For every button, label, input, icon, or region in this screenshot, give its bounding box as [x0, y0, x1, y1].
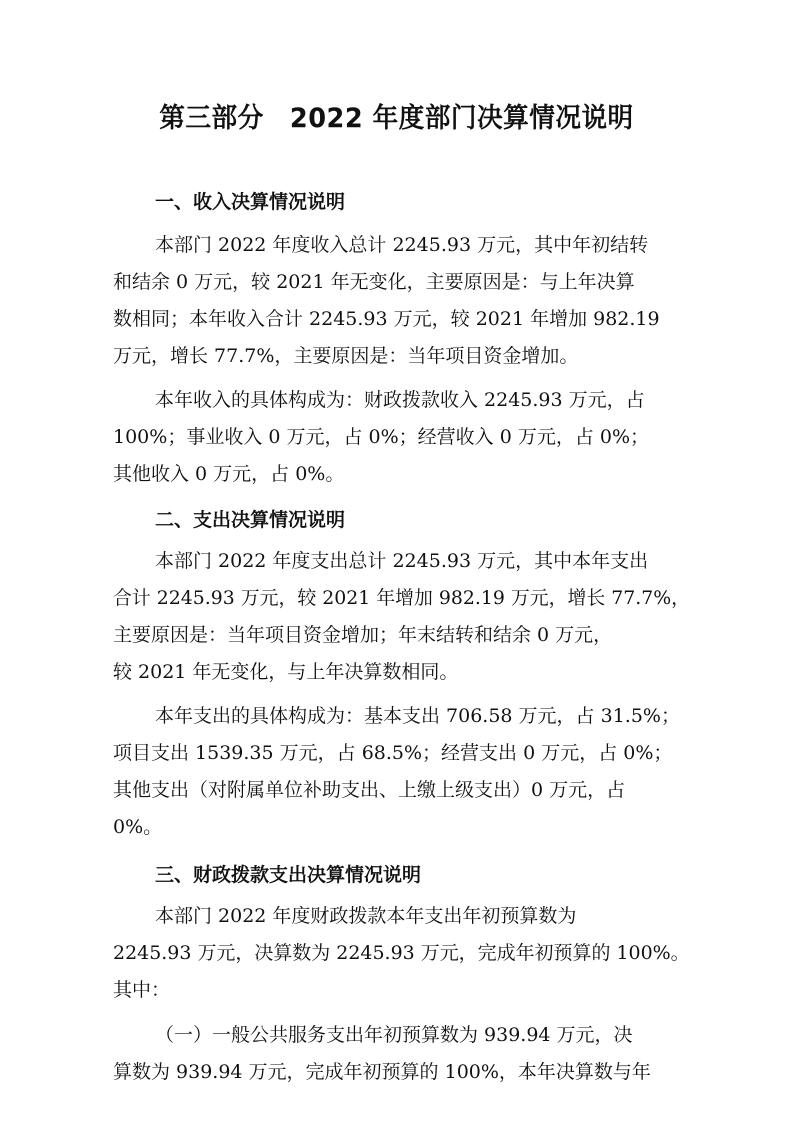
paragraph-line: 本部门 2022 年度收入总计 2245.93 万元，其中年初结转: [155, 234, 649, 256]
paragraph-line: 本年收入的具体构成为：财政拨款收入 2245.93 万元，占: [155, 389, 645, 411]
paragraph-line: （一）一般公共服务支出年初预算数为 939.94 万元，决: [155, 1024, 633, 1046]
paragraph-line: 本部门 2022 年度财政拨款本年支出年初预算数为: [155, 905, 577, 927]
page-title: 第三部分 2022 年度部门决算情况说明: [159, 103, 634, 134]
paragraph-line: 本年支出的具体构成为：基本支出 706.58 万元，占 31.5%；: [155, 705, 680, 727]
paragraph-line: 2245.93 万元，决算数为 2245.93 万元，完成年初预算的 100%。: [113, 942, 690, 964]
section-heading-expenditure: 二、支出决算情况说明: [155, 509, 346, 531]
paragraph-line: 其中：: [113, 979, 171, 1001]
paragraph-line: 主要原因是：当年项目资金增加；年末结转和结余 0 万元，: [113, 624, 613, 646]
paragraph-line: 数相同；本年收入合计 2245.93 万元，较 2021 年增加 982.19: [113, 308, 660, 330]
paragraph-line: 较 2021 年无变化，与上年决算数相同。: [113, 661, 459, 683]
section-heading-fiscal-expenditure: 三、财政拨款支出决算情况说明: [155, 864, 422, 886]
paragraph-line: 其他支出（对附属单位补助支出、上缴上级支出）0 万元，占: [113, 779, 626, 801]
paragraph-line: 其他收入 0 万元，占 0%。: [113, 463, 345, 485]
paragraph-line: 本部门 2022 年度支出总计 2245.93 万元，其中本年支出: [155, 550, 649, 572]
paragraph-line: 合计 2245.93 万元，较 2021 年增加 982.19 万元，增长 77.7%，: [113, 587, 691, 609]
paragraph-line: 100%；事业收入 0 万元，占 0%；经营收入 0 万元，占 0%；: [113, 426, 650, 448]
paragraph-line: 项目支出 1539.35 万元，占 68.5%；经营支出 0 万元，占 0%；: [113, 742, 673, 764]
paragraph-line: 万元，增长 77.7%，主要原因是：当年项目资金增加。: [113, 345, 579, 367]
paragraph-line: 0%。: [113, 816, 163, 838]
paragraph-line: 算数为 939.94 万元，完成年初预算的 100%，本年决算数与年: [113, 1061, 651, 1083]
paragraph-line: 和结余 0 万元，较 2021 年无变化，主要原因是：与上年决算: [113, 271, 635, 293]
section-heading-income: 一、收入决算情况说明: [155, 191, 346, 213]
